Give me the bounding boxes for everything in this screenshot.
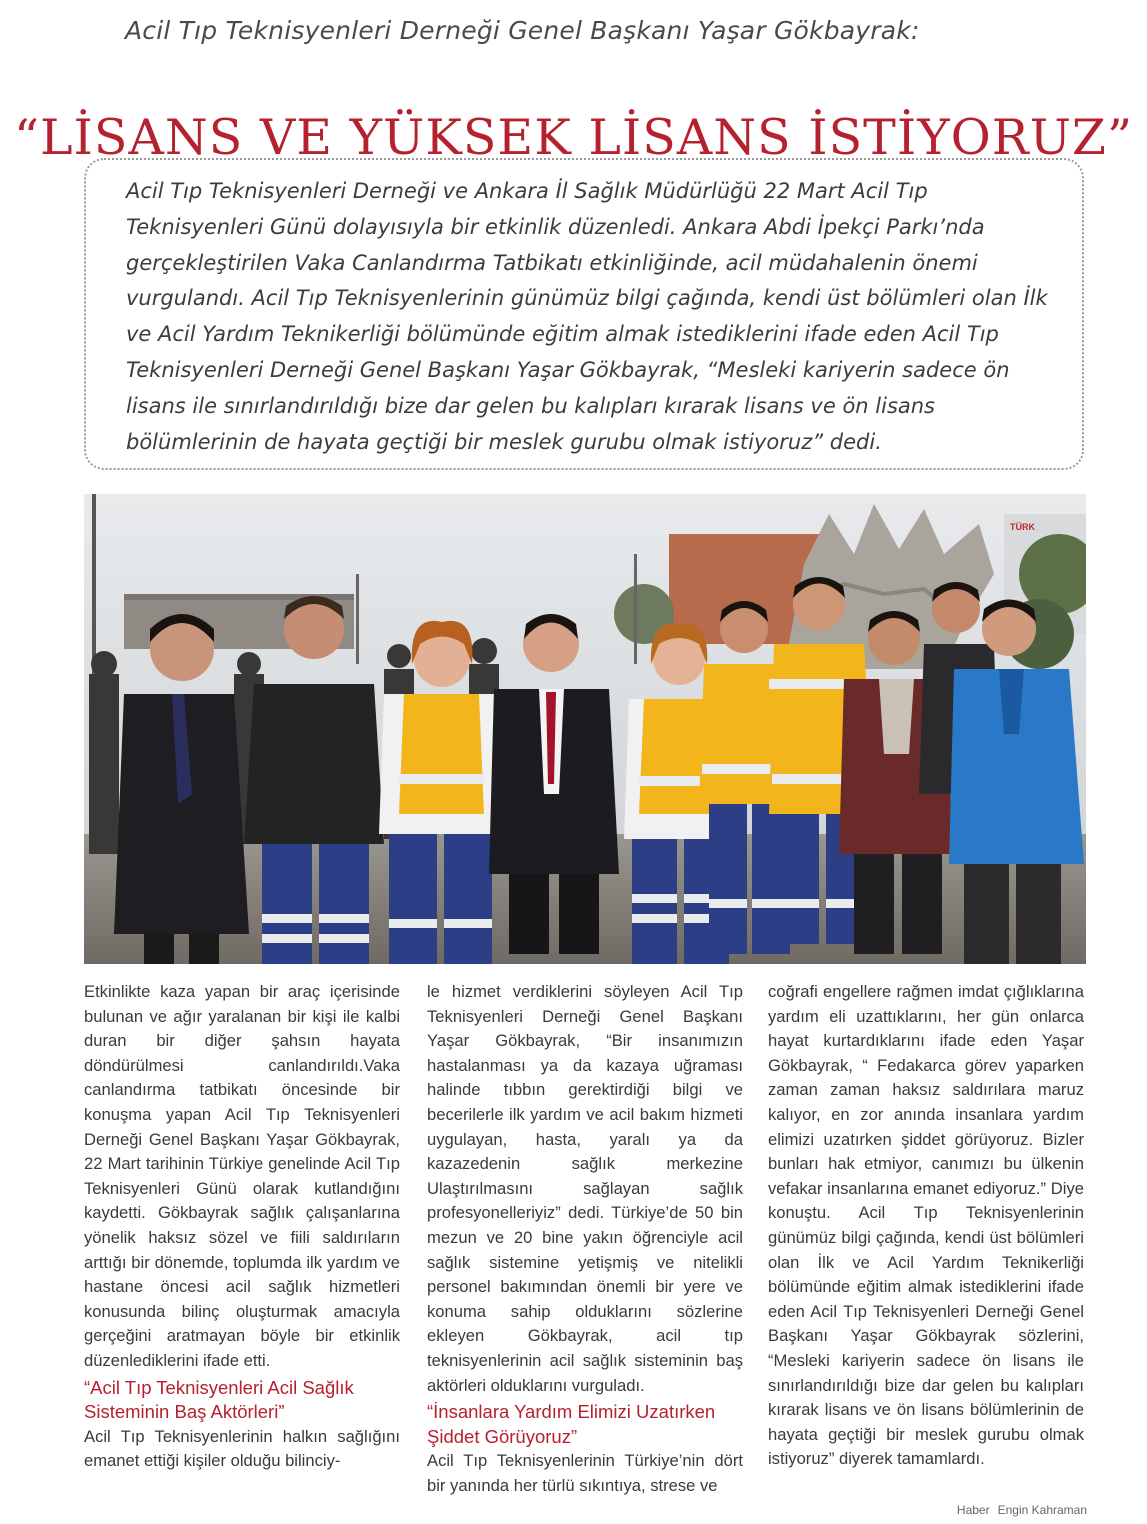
article-column-2 — [427, 980, 743, 1498]
column-2-paragraph: le hizmet verdiklerini söyleyen Acil Tıp Teknisyenleri Derneği Genel Başkanı Yaşar Gökbayrak, “Bir insanımızın hastalanması ya da kazaya uğraması halinde tıbbın gerektirdiği bilgi ve becerilerle ilk yardım ve acil bakım hizmeti uygulayan, hasta, yaralı ya da kazazedenin sağlık merkezine Ulaştırılmasını sağlayan sağlık profesyonelleriyiz” dedi. Türkiye’de 50 bin mezun ve 20 bine yakın öğrenciyle acil sağlık sistemine yetişmiş ve nitelikli personel bakımından önemli bir yere ve konuma sahip olduklarını sözlerine ekleyen Gökbayrak, acil tıp teknisyenlerinin acil sağlık sisteminin baş aktörleri olduklarını vurguladı. — [427, 982, 743, 1395]
article-headline: “LİSANS VE YÜKSEK LİSANS İSTİYORUZ” — [13, 108, 1134, 166]
column-2-paragraph-continued: Acil Tıp Teknisyenlerinin Türkiye’nin dört bir yanında her türlü sıkıntıya, strese ve — [427, 1451, 743, 1495]
group-photo — [84, 494, 1086, 964]
column-1-paragraph: Etkinlikte kaza yapan bir araç içerisinde bulunan ve ağır yaralanan bir kişi ile kalbi duran bir diğer şahsın hayata döndürülmesi canlandırıldı.Vaka canlandırma tatbikatı öncesinde bir konuşma yapan Acil Tıp Teknisyenleri Derneği Genel Başkanı Yaşar Gökbayrak, 22 Mart tarihinin Türkiye genelinde Acil Tıp Teknisyenleri Günü olarak kutlandığını kaydetti. Gökbayrak sağlık çalışanlarına yönelik haksız sözel ve fiili saldırıların arttığı bir dönemde, toplumda ilk yardım ve hastane öncesi acil sağlık hizmetleri konusunda bilinç oluşturmak amacıyla gerçeğini aratmayan böyle bir etkinlik düzenlediklerini ifade etti. — [84, 982, 400, 1370]
article-column-1 — [84, 980, 400, 1474]
article-column-3 — [768, 980, 1084, 1472]
lead-paragraph: Acil Tıp Teknisyenleri Derneği ve Ankara İl Sağlık Müdürlüğü 22 Mart Acil Tıp Teknisyenleri Günü dolayısıyla bir etkinlik düzenledi. Ankara Abdi İpekçi Parkı’nda gerçekleştirilen Vaka Canlandırma Tatbikatı etkinliğinde, acil müdahalenin önemi vurgulandı. Acil Tıp Teknisyenlerinin günümüz bilgi çağında, kendi üst bölümleri olan İlk ve Acil Yardım Teknikerliği bölümünde eğitim almak istediklerini ifade eden Acil Tıp Teknisyenleri Derneği Genel Başkanı Yaşar Gökbayrak, “Mesleki kariyerin sadece ön lisans ile sınırlandırıldığı bize dar gelen bu kalıpları kırarak lisans ve ön lisans bölümlerinin de hayata geçtiği bir meslek gurubu olmak istiyoruz” dedi. — [126, 179, 1048, 454]
byline — [957, 1503, 1087, 1517]
article-kicker: Acil Tıp Teknisyenleri Derneği Genel Başkanı Yaşar Gökbayrak: — [125, 16, 920, 45]
column-3-paragraph: coğrafi engellere rağmen imdat çığlıklarına yardım eli uzattıklarını, her gün onlarca hayat kurtardıklarını ifade eden Yaşar Gökbayrak, “ Fedakarca görev yaparken zaman zaman haksız saldırılara maruz kalıyor, en zor anında insanlara yardım elimizi uzatırken şiddet görüyoruz. Bizler bunları hak etmiyor, canımızı bu ülkenin vefakar insanlarına emanet ediyoruz.” Diye konuştu. Acil Tıp Teknisyenlerinin günümüz bilgi çağında, kendi üst bölümleri olan İlk ve Acil Yardım Teknikerliği bölümünde eğitim almak istediklerini ifade eden Acil Tıp Teknisyenleri Derneği Genel Başkanı Yaşar Gökbayrak sözlerini, “Mesleki kariyerin sadece ön lisans ile sınırlandırıldığı bize dar gelen bu kalıpları kırarak lisans ve ön lisans bölümlerinin de hayata geçtiği bir meslek gurubu olmak istiyoruz” diyerek tamamlardı. — [768, 982, 1084, 1469]
photo-lamp-post — [634, 554, 637, 664]
column-1-paragraph-continued: Acil Tıp Teknisyenlerinin halkın sağlığını emanet ettiği kişiler olduğu bilinciy- — [84, 1426, 400, 1471]
byline-section: Haber — [956, 1503, 990, 1517]
photo-sign-text: TÜRK — [1010, 522, 1035, 532]
column-2-subheading: “İnsanlara Yardım Elimizi Uzatırken Şiddet Görüyoruz” — [427, 1401, 716, 1447]
lead-box — [84, 158, 1084, 470]
byline-author: Engin Kahraman — [997, 1503, 1087, 1517]
photo-lamp-post — [356, 574, 359, 664]
column-1-subheading: “Acil Tıp Teknisyenleri Acil Sağlık Sisteminin Baş Aktörleri” — [84, 1376, 354, 1423]
group-photo-illustration — [84, 494, 1086, 964]
